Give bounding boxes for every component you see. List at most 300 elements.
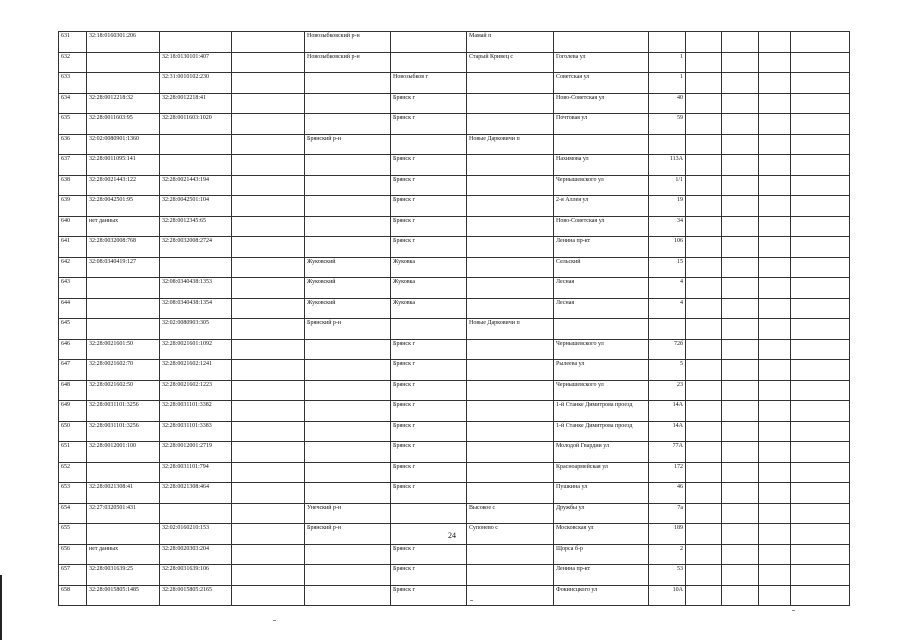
table-row [59, 73, 850, 94]
cell-empty [232, 565, 305, 586]
cell-settlement [467, 483, 554, 504]
cell-settlement [467, 401, 554, 422]
cell-empty [791, 114, 850, 135]
cell-district [305, 360, 391, 381]
cell-cadastral-number: 32:28:0032008:768 [87, 237, 160, 258]
cell-cadastral-number: 32:28:0042501:95 [87, 196, 160, 217]
cell-empty [791, 421, 850, 442]
cell-empty [722, 257, 759, 278]
cell-cadastral-number: 32:02:0160210:153 [160, 524, 232, 545]
cell-cadastral-number: 32:08:0340419:127 [87, 257, 160, 278]
cell-street: Чернышевского ул [554, 175, 649, 196]
cell-district: Унечский р-н [305, 503, 391, 524]
cell-district [305, 114, 391, 135]
cell-empty [232, 585, 305, 606]
cell-district: Брянский р-н [305, 524, 391, 545]
cell-num: 639 [59, 196, 87, 217]
cell-empty [686, 298, 722, 319]
cell-num: 652 [59, 462, 87, 483]
cell-num: 649 [59, 401, 87, 422]
cell-empty [232, 175, 305, 196]
cell-cadastral-number: 32:28:0012345:65 [160, 216, 232, 237]
cell-empty [686, 565, 722, 586]
cell-street: Сельский [554, 257, 649, 278]
cell-district: Брянский р-н [305, 134, 391, 155]
cell-empty [722, 339, 759, 360]
cell-num: 647 [59, 360, 87, 381]
cell-district [305, 73, 391, 94]
cell-empty [722, 483, 759, 504]
cell-empty [759, 319, 791, 340]
cell-house: 4 [649, 298, 686, 319]
cell-num: 634 [59, 93, 87, 114]
cell-house [649, 319, 686, 340]
cell-empty [686, 175, 722, 196]
cell-settlement [467, 565, 554, 586]
cell-empty [759, 237, 791, 258]
cell-city: Брянск г [391, 237, 467, 258]
cell-city: Брянск г [391, 380, 467, 401]
cell-empty [232, 483, 305, 504]
table-row [59, 360, 850, 381]
cell-empty [791, 216, 850, 237]
cell-city: Брянск г [391, 339, 467, 360]
cell-city: Брянск г [391, 196, 467, 217]
cell-empty [722, 401, 759, 422]
cell-city [391, 503, 467, 524]
cell-cadastral-number [87, 52, 160, 73]
cell-settlement [467, 421, 554, 442]
cell-cadastral-number: 32:02:0080901:1360 [87, 134, 160, 155]
table-row [59, 442, 850, 463]
cell-house: 113А [649, 155, 686, 176]
cell-district [305, 380, 391, 401]
cell-district [305, 462, 391, 483]
cell-house: 2 [649, 544, 686, 565]
cell-empty [232, 401, 305, 422]
cell-cadastral-number: 32:28:0031639:106 [160, 565, 232, 586]
cell-empty [232, 237, 305, 258]
cell-num: 642 [59, 257, 87, 278]
cell-cadastral-number: 32:28:0012001:100 [87, 442, 160, 463]
cell-city [391, 134, 467, 155]
cell-city [391, 32, 467, 53]
cell-empty [232, 278, 305, 299]
table-row [59, 216, 850, 237]
cell-empty [232, 503, 305, 524]
cell-street: Фокинсцкого ул [554, 585, 649, 606]
cell-city: Брянск г [391, 216, 467, 237]
table-row [59, 196, 850, 217]
table-body [59, 32, 850, 606]
cell-settlement: Мамай п [467, 32, 554, 53]
cell-num: 651 [59, 442, 87, 463]
cell-cadastral-number: 32:28:0042501:104 [160, 196, 232, 217]
cell-empty [232, 360, 305, 381]
cell-district [305, 155, 391, 176]
cell-cadastral-number [87, 524, 160, 545]
cell-street [554, 134, 649, 155]
cell-cadastral-number: 32:28:0021443:194 [160, 175, 232, 196]
table-row [59, 114, 850, 135]
cell-district: Жуковский [305, 298, 391, 319]
scan-speck [273, 620, 276, 621]
cell-num: 648 [59, 380, 87, 401]
cell-district [305, 585, 391, 606]
cell-street: Красноармейская ул [554, 462, 649, 483]
cell-house: 4 [649, 278, 686, 299]
cell-empty [759, 298, 791, 319]
cell-empty [232, 298, 305, 319]
cell-empty [232, 319, 305, 340]
cell-empty [686, 257, 722, 278]
cell-num: 631 [59, 32, 87, 53]
cell-num: 657 [59, 565, 87, 586]
cell-city: Брянск г [391, 360, 467, 381]
cell-empty [722, 196, 759, 217]
cell-empty [722, 421, 759, 442]
cell-empty [759, 32, 791, 53]
cell-city: Брянск г [391, 442, 467, 463]
cell-house [649, 32, 686, 53]
cell-empty [759, 73, 791, 94]
cell-empty [759, 196, 791, 217]
cell-city: Брянск г [391, 114, 467, 135]
cell-house: 5 [649, 360, 686, 381]
cell-cadastral-number: 32:28:0021443:122 [87, 175, 160, 196]
cell-num: 653 [59, 483, 87, 504]
cell-district: Жуковский [305, 257, 391, 278]
cell-empty [722, 503, 759, 524]
cell-cadastral-number: 32:28:0021308:41 [87, 483, 160, 504]
cell-empty [722, 319, 759, 340]
cell-empty [791, 134, 850, 155]
cell-empty [791, 565, 850, 586]
cell-street [554, 32, 649, 53]
cell-empty [232, 421, 305, 442]
cell-empty [686, 585, 722, 606]
cell-city: Брянск г [391, 175, 467, 196]
cell-empty [686, 155, 722, 176]
cell-settlement [467, 339, 554, 360]
cell-empty [232, 93, 305, 114]
cell-empty [791, 524, 850, 545]
cell-settlement: Высокое с [467, 503, 554, 524]
cell-empty [759, 114, 791, 135]
cell-empty [722, 565, 759, 586]
cell-cadastral-number [87, 73, 160, 94]
cell-empty [791, 257, 850, 278]
cell-empty [759, 462, 791, 483]
cell-street: Дружбы ул [554, 503, 649, 524]
cell-cadastral-number: 32:28:0031101:3256 [87, 401, 160, 422]
cell-city: Жуковка [391, 257, 467, 278]
cell-num: 635 [59, 114, 87, 135]
cell-empty [791, 155, 850, 176]
cell-empty [686, 524, 722, 545]
cell-empty [722, 360, 759, 381]
cell-house: 1 [649, 52, 686, 73]
cell-empty [722, 134, 759, 155]
cell-num: 646 [59, 339, 87, 360]
cell-cadastral-number [87, 298, 160, 319]
cell-empty [759, 585, 791, 606]
cell-num: 638 [59, 175, 87, 196]
cell-settlement: Новые Дарковичи п [467, 319, 554, 340]
cell-district [305, 442, 391, 463]
cell-empty [686, 483, 722, 504]
cell-empty [759, 175, 791, 196]
cell-cadastral-number [160, 32, 232, 53]
cell-empty [232, 196, 305, 217]
table-row [59, 32, 850, 53]
cell-cadastral-number: 32:28:0021601:50 [87, 339, 160, 360]
cell-empty [759, 134, 791, 155]
cell-empty [722, 298, 759, 319]
table-row [59, 565, 850, 586]
cell-empty [722, 544, 759, 565]
cell-empty [759, 565, 791, 586]
cell-street: Чернышевского ул [554, 339, 649, 360]
table-row [59, 319, 850, 340]
cell-empty [791, 196, 850, 217]
cell-empty [686, 462, 722, 483]
cell-house: 7а [649, 503, 686, 524]
cell-city: Жуковка [391, 298, 467, 319]
cell-empty [791, 483, 850, 504]
cell-empty [232, 462, 305, 483]
cell-empty [791, 278, 850, 299]
cell-cadastral-number: 32:28:0011603:95 [87, 114, 160, 135]
cell-house: 10А [649, 585, 686, 606]
cell-empty [232, 544, 305, 565]
cell-street: Московская ул [554, 524, 649, 545]
cell-num: 632 [59, 52, 87, 73]
cell-city: Брянск г [391, 155, 467, 176]
cell-cadastral-number: 32:28:0031101:794 [160, 462, 232, 483]
cell-house: 72б [649, 339, 686, 360]
cell-cadastral-number: 32:27:0320501:431 [87, 503, 160, 524]
cell-cadastral-number [160, 503, 232, 524]
cell-empty [722, 114, 759, 135]
cell-district [305, 196, 391, 217]
cell-district: Жуковский [305, 278, 391, 299]
cell-empty [722, 73, 759, 94]
cell-house: 46 [649, 483, 686, 504]
table-row [59, 257, 850, 278]
cell-settlement [467, 360, 554, 381]
table-row [59, 503, 850, 524]
cell-district [305, 401, 391, 422]
cell-empty [232, 442, 305, 463]
cell-num: 658 [59, 585, 87, 606]
cell-house: 106 [649, 237, 686, 258]
cell-empty [722, 32, 759, 53]
cell-empty [686, 134, 722, 155]
cell-empty [722, 237, 759, 258]
cell-district [305, 421, 391, 442]
cell-house: 59 [649, 114, 686, 135]
cell-city: Брянск г [391, 93, 467, 114]
cell-cadastral-number: 32:28:0032008:2724 [160, 237, 232, 258]
cell-city: Брянск г [391, 585, 467, 606]
cell-cadastral-number [160, 155, 232, 176]
cell-cadastral-number: 32:28:0021602:50 [87, 380, 160, 401]
table-row [59, 401, 850, 422]
cell-empty [722, 278, 759, 299]
cell-empty [791, 73, 850, 94]
cell-district [305, 93, 391, 114]
cell-city: Новозыбков г [391, 73, 467, 94]
scan-speck [792, 610, 795, 611]
cell-district [305, 544, 391, 565]
cell-empty [759, 360, 791, 381]
table-row [59, 93, 850, 114]
cell-cadastral-number: 32:18:0160301:206 [87, 32, 160, 53]
cell-settlement [467, 278, 554, 299]
cell-cadastral-number [160, 257, 232, 278]
cell-cadastral-number [160, 134, 232, 155]
cell-cadastral-number: 32:28:0011603:1020 [160, 114, 232, 135]
cell-street: Ленина пр-кт [554, 565, 649, 586]
cell-num: 640 [59, 216, 87, 237]
cell-empty [686, 544, 722, 565]
cell-empty [686, 216, 722, 237]
cell-city: Брянск г [391, 401, 467, 422]
cell-city: Брянск г [391, 483, 467, 504]
cell-empty [722, 155, 759, 176]
cell-cadastral-number: нет данных [87, 216, 160, 237]
cell-empty [232, 155, 305, 176]
cell-settlement [467, 175, 554, 196]
cell-empty [686, 196, 722, 217]
cell-empty [722, 175, 759, 196]
cell-num: 655 [59, 524, 87, 545]
cell-cadastral-number: 32:28:0012001:2719 [160, 442, 232, 463]
cell-num: 644 [59, 298, 87, 319]
cell-house: 53 [649, 565, 686, 586]
table-row [59, 298, 850, 319]
cell-cadastral-number: 32:28:0011095:141 [87, 155, 160, 176]
cell-district: Новозыбковский р-н [305, 52, 391, 73]
cell-street: Ново-Советская ул [554, 93, 649, 114]
cell-empty [759, 524, 791, 545]
cell-empty [759, 216, 791, 237]
cell-empty [759, 380, 791, 401]
cell-street: 1-й Станке Димитрова проезд [554, 421, 649, 442]
cell-house: 34 [649, 216, 686, 237]
cell-house: 189 [649, 524, 686, 545]
cell-settlement [467, 585, 554, 606]
cell-district [305, 175, 391, 196]
cell-empty [686, 114, 722, 135]
cell-empty [722, 585, 759, 606]
cell-city: Брянск г [391, 421, 467, 442]
table-row [59, 237, 850, 258]
cell-empty [791, 237, 850, 258]
cell-empty [686, 380, 722, 401]
cell-num: 650 [59, 421, 87, 442]
cell-empty [722, 442, 759, 463]
cell-cadastral-number: 32:28:0021602:70 [87, 360, 160, 381]
cell-street: Щорса б-р [554, 544, 649, 565]
cell-empty [759, 339, 791, 360]
cell-empty [686, 401, 722, 422]
cell-num: 633 [59, 73, 87, 94]
cell-cadastral-number: 32:28:0031101:3256 [87, 421, 160, 442]
cell-num: 643 [59, 278, 87, 299]
cell-empty [722, 462, 759, 483]
cell-empty [722, 52, 759, 73]
cell-settlement: Супонево с [467, 524, 554, 545]
cell-empty [686, 421, 722, 442]
table-row [59, 380, 850, 401]
cell-settlement [467, 462, 554, 483]
cell-empty [232, 52, 305, 73]
cell-house: 14А [649, 421, 686, 442]
cell-street: Ленина пр-кт [554, 237, 649, 258]
cell-city [391, 52, 467, 73]
cell-street: Чернышевского ул [554, 380, 649, 401]
cell-house: 19 [649, 196, 686, 217]
cell-settlement [467, 298, 554, 319]
cell-street: 2-я Аллея ул [554, 196, 649, 217]
cell-city [391, 319, 467, 340]
cell-district [305, 216, 391, 237]
cell-street: Советская ул [554, 73, 649, 94]
cell-settlement [467, 544, 554, 565]
cell-city: Брянск г [391, 462, 467, 483]
table-row [59, 544, 850, 565]
cell-district [305, 565, 391, 586]
cell-num: 637 [59, 155, 87, 176]
cell-empty [232, 134, 305, 155]
cell-street: Лесная [554, 278, 649, 299]
cell-num: 656 [59, 544, 87, 565]
cell-house: 1/1 [649, 175, 686, 196]
cell-cadastral-number: нет данных [87, 544, 160, 565]
cell-empty [686, 93, 722, 114]
cell-cadastral-number: 32:28:0015805:1485 [87, 585, 160, 606]
cell-settlement [467, 257, 554, 278]
cell-cadastral-number: 32:28:0021602:1223 [160, 380, 232, 401]
cell-empty [759, 52, 791, 73]
cell-empty [759, 278, 791, 299]
cell-empty [686, 442, 722, 463]
cell-cadastral-number: 32:28:0021308:464 [160, 483, 232, 504]
cell-cadastral-number: 32:28:0012218:32 [87, 93, 160, 114]
cell-settlement [467, 380, 554, 401]
cell-district [305, 483, 391, 504]
table-row [59, 52, 850, 73]
cell-cadastral-number: 32:28:0021602:1241 [160, 360, 232, 381]
cell-empty [722, 93, 759, 114]
cell-empty [791, 442, 850, 463]
cell-house: 14А [649, 401, 686, 422]
cell-settlement [467, 196, 554, 217]
cell-empty [759, 503, 791, 524]
cell-cadastral-number [87, 462, 160, 483]
cell-settlement [467, 93, 554, 114]
cell-city: Жуковка [391, 278, 467, 299]
cell-num: 645 [59, 319, 87, 340]
cell-empty [232, 339, 305, 360]
table-row [59, 339, 850, 360]
page-number: 24 [448, 531, 456, 540]
cell-empty [232, 114, 305, 135]
cell-cadastral-number: 32:28:0012218:41 [160, 93, 232, 114]
cell-empty [791, 544, 850, 565]
